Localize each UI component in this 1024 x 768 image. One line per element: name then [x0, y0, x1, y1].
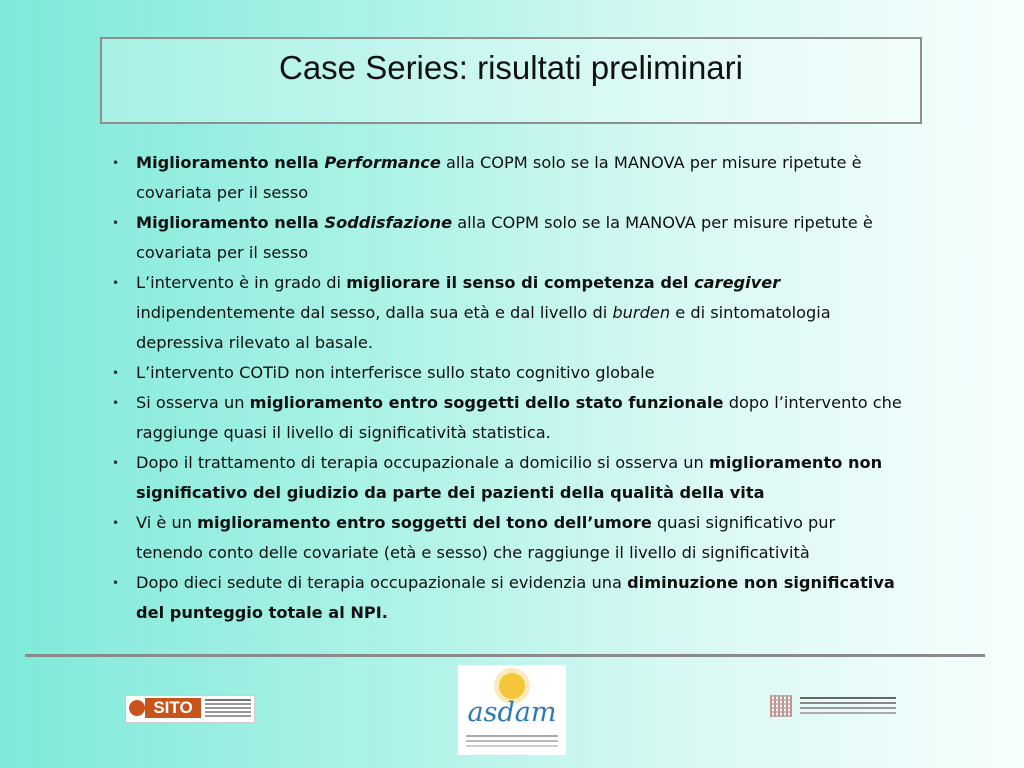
bullet-text-segment: Miglioramento nella	[136, 153, 325, 172]
bullet-icon: •	[112, 396, 120, 410]
bullet-icon: •	[112, 276, 120, 290]
bullet-text-segment: Dopo dieci sedute di terapia occupazionale si evidenzia una	[136, 573, 628, 592]
bullet-text-segment: L’intervento è in grado di	[136, 273, 347, 292]
bullet-text-segment: Si osserva un	[136, 393, 250, 412]
bullet-item	[112, 268, 902, 358]
slide-title: Case Series: risultati preliminari	[279, 49, 743, 86]
bullet-icon: •	[112, 576, 120, 590]
bullet-item	[112, 508, 902, 568]
asdam-caption-lines	[466, 735, 558, 737]
bullet-text-segment: miglioramento entro soggetti del tono dell’umore	[197, 513, 652, 532]
bullet-item	[112, 208, 902, 268]
bullet-list	[112, 148, 902, 628]
bullet-text-segment: L’intervento COTiD non interferisce sullo stato cognitivo globale	[136, 363, 655, 382]
bullet-text-segment: quasi significativo pur tenendo conto delle covariate (età e sesso) che raggiunge il livello di significatività	[136, 513, 836, 562]
bullet-text-segment: alla COPM solo se la MANOVA per misure ripetute è covariata per il sesso	[136, 213, 873, 262]
title-box	[100, 37, 922, 124]
bullet-text-segment: burden	[612, 303, 671, 322]
bullet-icon: •	[112, 456, 120, 470]
bullet-text-segment: migliorare il senso di competenza del	[346, 273, 695, 292]
bullet-text-segment: alla COPM solo se la MANOVA per misure ripetute è covariata per il sesso	[136, 153, 862, 202]
bullet-text-segment: e di sintomatologia depressiva rilevato al basale.	[136, 303, 831, 352]
bullet-text-segment: Vi è un	[136, 513, 198, 532]
ssr-caption-lines	[800, 697, 896, 699]
bullet-item	[112, 448, 902, 508]
sito-logo	[125, 695, 255, 723]
bullet-text-segment: Performance	[324, 153, 441, 172]
bullet-text-segment: Soddisfazione	[324, 213, 453, 232]
bullet-text-segment: Miglioramento nella	[136, 213, 325, 232]
sun-icon	[499, 673, 525, 699]
bullet-icon: •	[112, 516, 120, 530]
bullet-icon: •	[112, 156, 120, 170]
asdam-logo-text: asdam	[467, 697, 557, 728]
bullet-text-segment: caregiver	[694, 273, 781, 292]
servizio-sanitario-logo	[770, 693, 898, 721]
bullet-item	[112, 358, 902, 388]
bullet-text-segment: dopo l’intervento che raggiunge quasi il livello di significatività statistica.	[136, 393, 902, 442]
bullet-icon: •	[112, 216, 120, 230]
sito-logo-text: SITO	[145, 698, 201, 718]
bullet-text-segment: indipendentemente dal sesso, dalla sua età e dal livello di	[136, 303, 613, 322]
bullet-text-segment: miglioramento non significativo del giudizio da parte dei pazienti della qualità della vita	[136, 453, 883, 502]
sito-circle-icon	[129, 700, 145, 716]
sito-caption-lines	[205, 699, 251, 701]
bullet-text-segment: Dopo il trattamento di terapia occupazionale a domicilio si osserva un	[136, 453, 709, 472]
divider-line	[25, 654, 985, 657]
bullet-text-segment: diminuzione non significativa del punteggio totale al NPI.	[136, 573, 895, 622]
bullet-item	[112, 388, 902, 448]
bullet-icon: •	[112, 366, 120, 380]
bullet-text-segment: miglioramento entro soggetti dello stato funzionale	[249, 393, 724, 412]
grid-icon	[770, 695, 792, 717]
bullet-item	[112, 568, 902, 628]
bullet-item	[112, 148, 902, 208]
asdam-logo	[458, 665, 566, 755]
